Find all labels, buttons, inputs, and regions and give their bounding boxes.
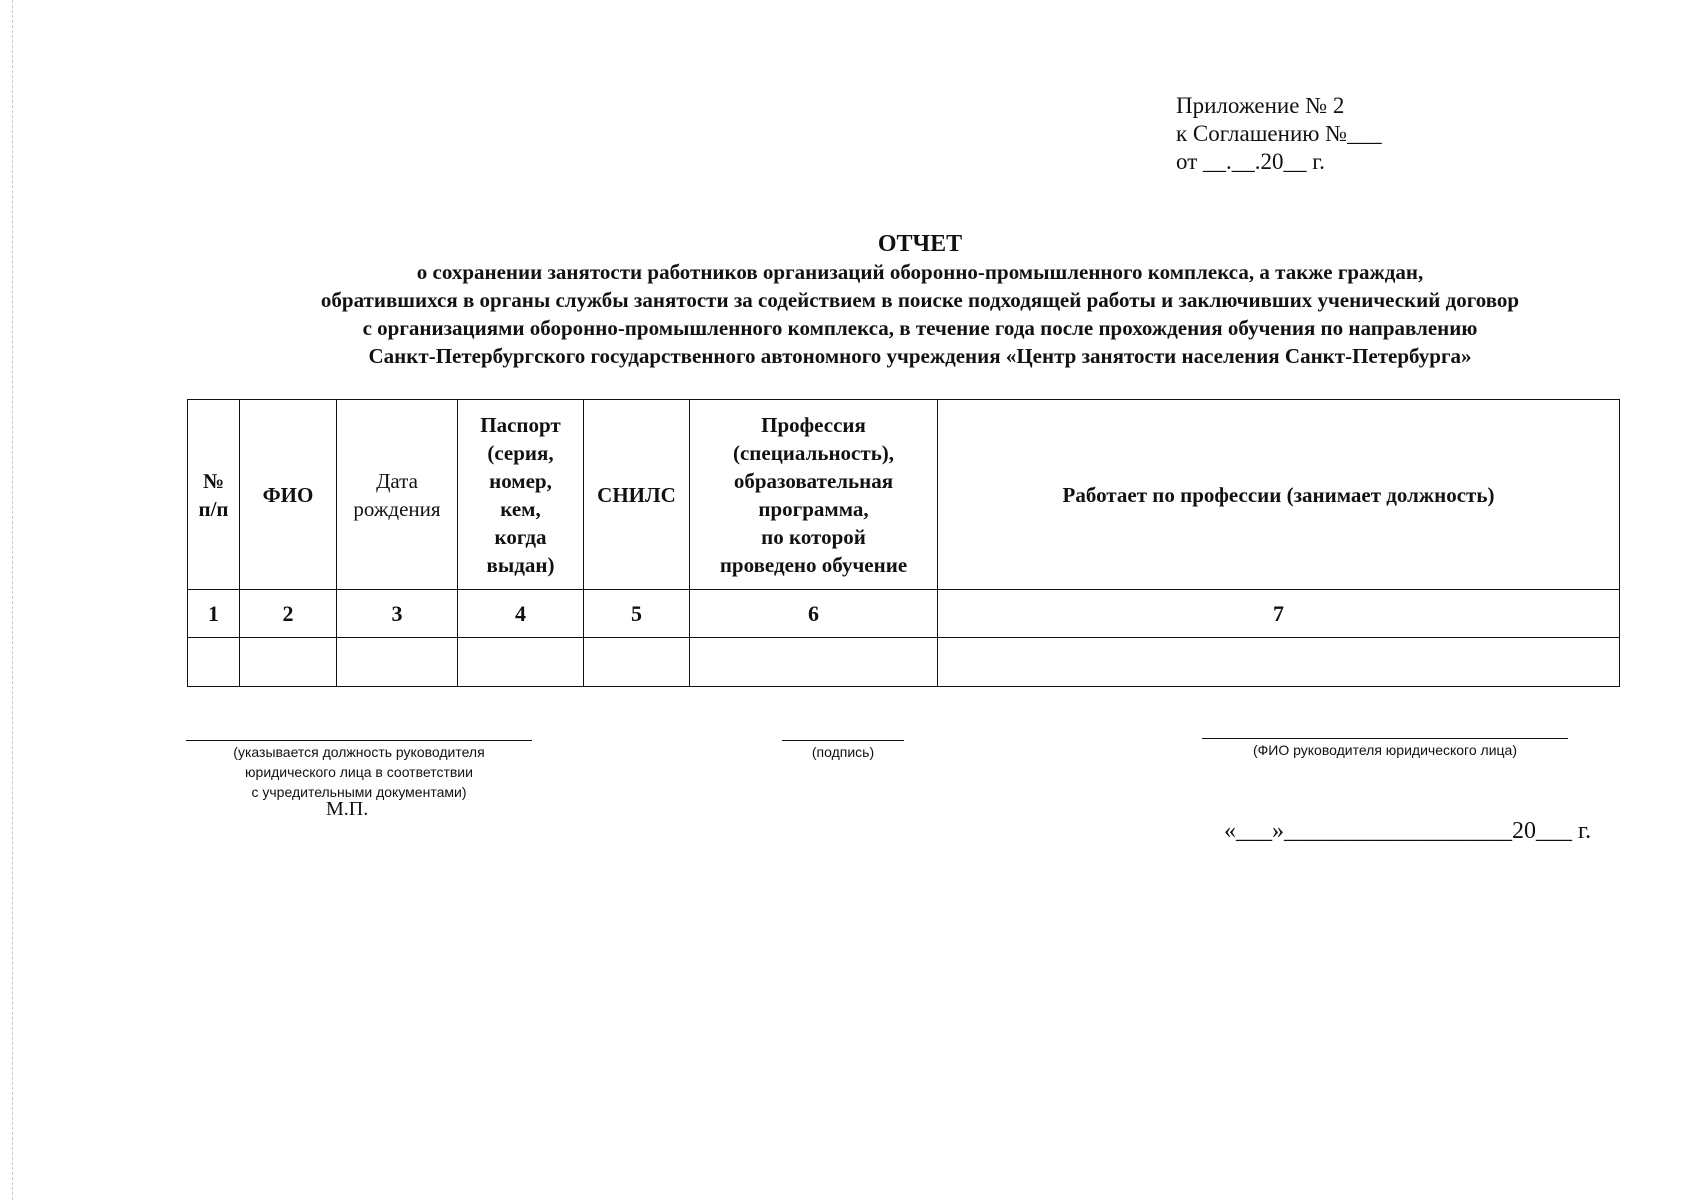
empty-cell bbox=[938, 638, 1620, 687]
report-subtitle-line: Санкт-Петербургского государственного автономного учреждения «Центр занятости населения Санкт-Петербурга» bbox=[368, 344, 1472, 368]
header-current-job: Работает по профессии (занимает должность) bbox=[938, 400, 1620, 590]
header-profession: Профессия (специальность), образовательная программа, по которой проведено обучение bbox=[690, 400, 938, 590]
appendix-header bbox=[1176, 92, 1382, 176]
appendix-number: Приложение № 2 bbox=[1176, 93, 1345, 118]
header-passport: Паспорт (серия, номер, кем, когда выдан) bbox=[458, 400, 584, 590]
column-number: 1 bbox=[188, 590, 240, 638]
report-title: ОТЧЕТ bbox=[877, 231, 963, 257]
agreement-number: к Соглашению №___ bbox=[1176, 121, 1382, 146]
column-number-row bbox=[188, 590, 1620, 638]
report-table bbox=[187, 399, 1620, 687]
scan-edge-line bbox=[12, 0, 13, 1200]
header-full-name: ФИО bbox=[240, 400, 337, 590]
column-number: 4 bbox=[458, 590, 584, 638]
position-caption: (указывается должность руководителя юридического лица в соответствии с учредительными документами) bbox=[233, 744, 485, 800]
empty-cell bbox=[240, 638, 337, 687]
column-number: 3 bbox=[337, 590, 458, 638]
column-number: 6 bbox=[690, 590, 938, 638]
empty-cell bbox=[690, 638, 938, 687]
column-number: 5 bbox=[584, 590, 690, 638]
table-header-row bbox=[188, 400, 1620, 590]
position-signature-line bbox=[186, 740, 532, 741]
empty-data-row bbox=[188, 638, 1620, 687]
empty-cell bbox=[337, 638, 458, 687]
report-subtitle-line: обратившихся в органы службы занятости за содействием в поиске подходящей работы и заключивших ученический договор bbox=[320, 288, 1520, 312]
column-number: 7 bbox=[938, 590, 1620, 638]
name-caption: (ФИО руководителя юридического лица) bbox=[1253, 742, 1517, 758]
header-row-number: № п/п bbox=[188, 400, 240, 590]
signature-line bbox=[782, 740, 904, 741]
report-subtitle-line: о сохранении занятости работников организаций оборонно-промышленного комплекса, а также граждан, bbox=[416, 260, 1424, 284]
signing-date-line: «___»___________________20___ г. bbox=[1224, 818, 1592, 844]
report-title-block bbox=[160, 230, 1680, 370]
column-number: 2 bbox=[240, 590, 337, 638]
empty-cell bbox=[458, 638, 584, 687]
report-subtitle-line: с организациями оборонно-промышленного комплекса, в течение года после прохождения обучения по направлению bbox=[362, 316, 1478, 340]
name-signature-line bbox=[1202, 738, 1568, 739]
empty-cell bbox=[188, 638, 240, 687]
agreement-date: от __.__.20__ г. bbox=[1176, 149, 1325, 174]
header-snils: СНИЛС bbox=[584, 400, 690, 590]
stamp-mark: М.П. bbox=[326, 798, 369, 820]
header-birth-date: Дата рождения bbox=[337, 400, 458, 590]
signature-caption: (подпись) bbox=[811, 744, 875, 760]
empty-cell bbox=[584, 638, 690, 687]
